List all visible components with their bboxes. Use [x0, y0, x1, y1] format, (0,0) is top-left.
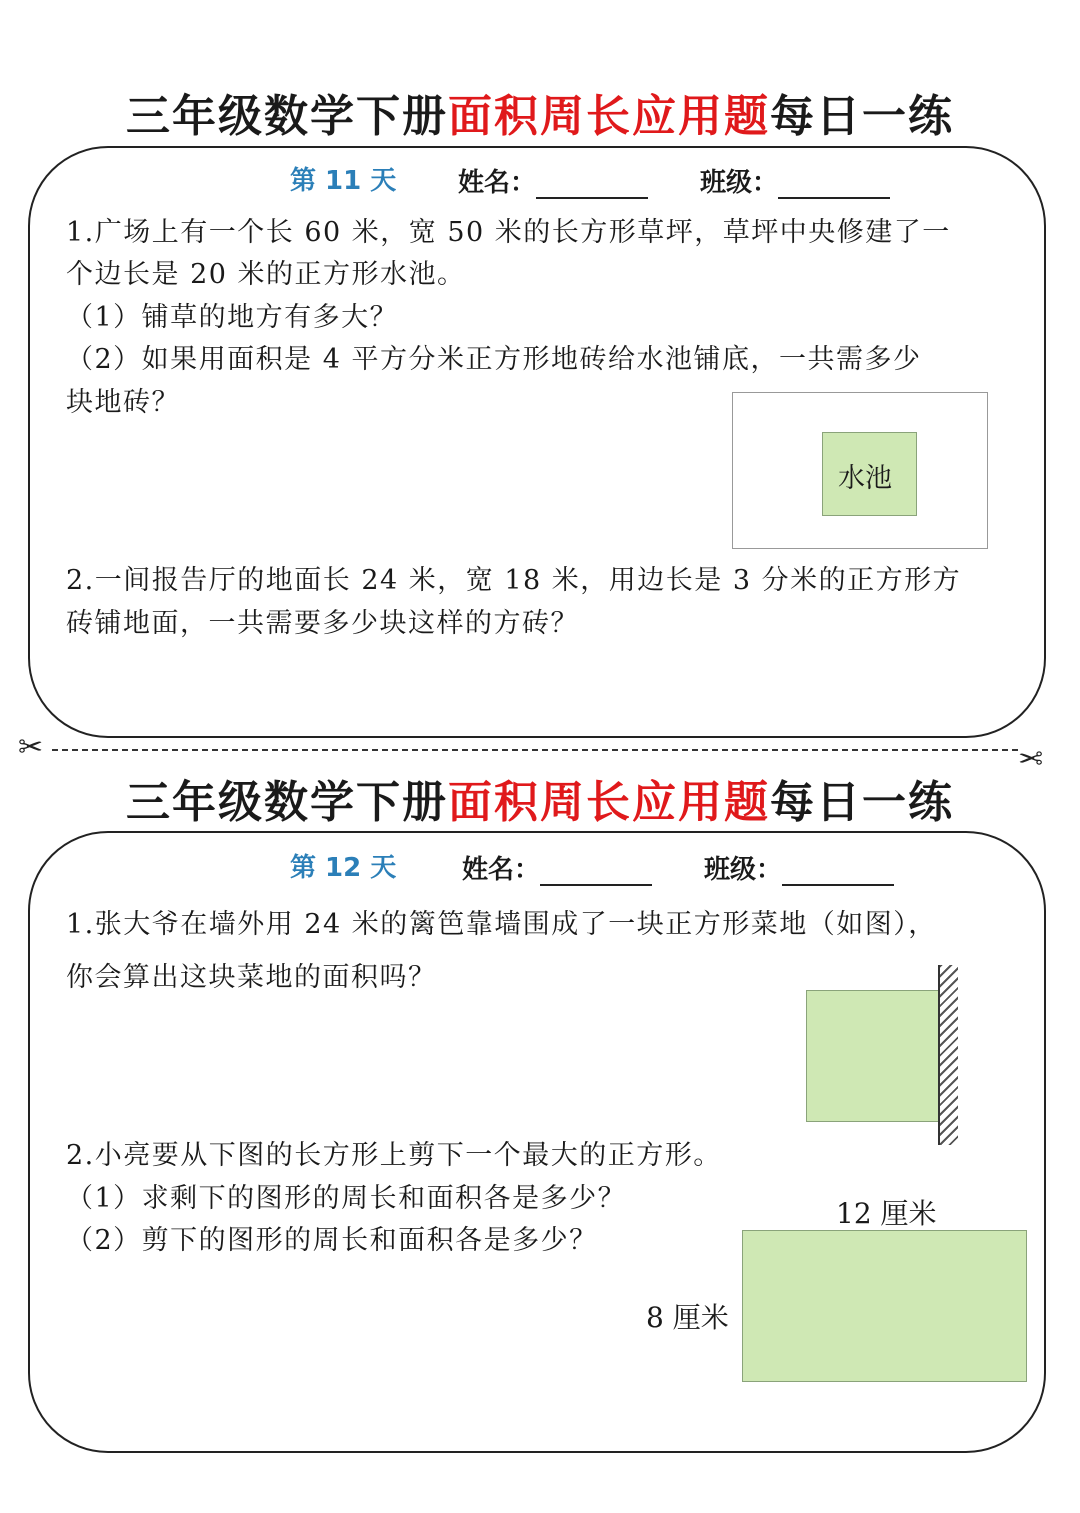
name-label: 姓名：: [458, 168, 537, 198]
title-part2: 面积周长应用题: [448, 91, 770, 142]
class-field-day12[interactable]: [704, 849, 894, 886]
class-blank[interactable]: [782, 858, 894, 886]
question-1-line-2: 你会算出这块菜地的面积吗？: [66, 962, 437, 993]
class-blank[interactable]: [778, 171, 890, 199]
name-blank[interactable]: [536, 171, 648, 199]
day-label: 第 12 天: [290, 853, 397, 883]
question-1-line-1: 1.广场上有一个长 60 米，宽 50 米的长方形草坪，草坪中央修建了一: [66, 217, 951, 248]
class-label: 班级：: [704, 855, 783, 885]
name-field-day11[interactable]: [458, 162, 648, 199]
title-part3: 每日一练: [770, 91, 954, 142]
card-header-day12: [290, 847, 396, 884]
question-2-line-1: 2.小亮要从下图的长方形上剪下一个最大的正方形。: [66, 1140, 722, 1171]
worksheet-title-day12: [0, 766, 1080, 830]
day-label: 第 11 天: [290, 166, 397, 196]
title-part2: 面积周长应用题: [448, 777, 770, 828]
title-part1: 三年级数学下册: [126, 91, 448, 142]
scissors-icon-right: ✂: [1018, 742, 1044, 777]
class-field-day11[interactable]: [700, 162, 890, 199]
worksheet-title-day11: [0, 80, 1080, 144]
wall-hatch: [938, 965, 958, 1145]
pond-label: 水池: [838, 463, 892, 494]
question-2-line-1: 2.一间报告厅的地面长 24 米，宽 18 米，用边长是 3 分米的正方形方: [66, 565, 962, 596]
rectangle-width-label: 12 厘米: [836, 1197, 937, 1230]
question-2-sub-2: （2）剪下的图形的周长和面积各是多少？: [66, 1225, 598, 1256]
name-label: 姓名：: [462, 855, 541, 885]
question-2-line-2: 砖铺地面，一共需要多少块这样的方砖？: [66, 608, 579, 639]
class-label: 班级：: [700, 168, 779, 198]
name-field-day12[interactable]: [462, 849, 652, 886]
question-1-sub-1: （1）铺草的地方有多大？: [66, 302, 399, 333]
scissors-icon-left: ✂: [18, 730, 44, 765]
title-part1: 三年级数学下册: [126, 777, 448, 828]
question-1-sub-2-line-1: （2）如果用面积是 4 平方分米正方形地砖给水池铺底，一共需多少: [66, 344, 922, 375]
rectangle-figure: [742, 1230, 1027, 1382]
title-part3: 每日一练: [770, 777, 954, 828]
name-blank[interactable]: [540, 858, 652, 886]
question-1-sub-2-line-2: 块地砖？: [66, 387, 180, 418]
rectangle-height-label: 8 厘米: [646, 1301, 729, 1334]
card-header-day11: [290, 160, 396, 197]
question-1-line-1: 1.张大爷在墙外用 24 米的篱笆靠墙围成了一块正方形菜地（如图），: [66, 909, 937, 940]
question-2-sub-1: （1）求剩下的图形的周长和面积各是多少？: [66, 1183, 627, 1214]
cut-line: [52, 749, 1018, 751]
question-1-line-2: 个边长是 20 米的正方形水池。: [66, 259, 466, 290]
vegetable-plot-square: [806, 990, 940, 1122]
